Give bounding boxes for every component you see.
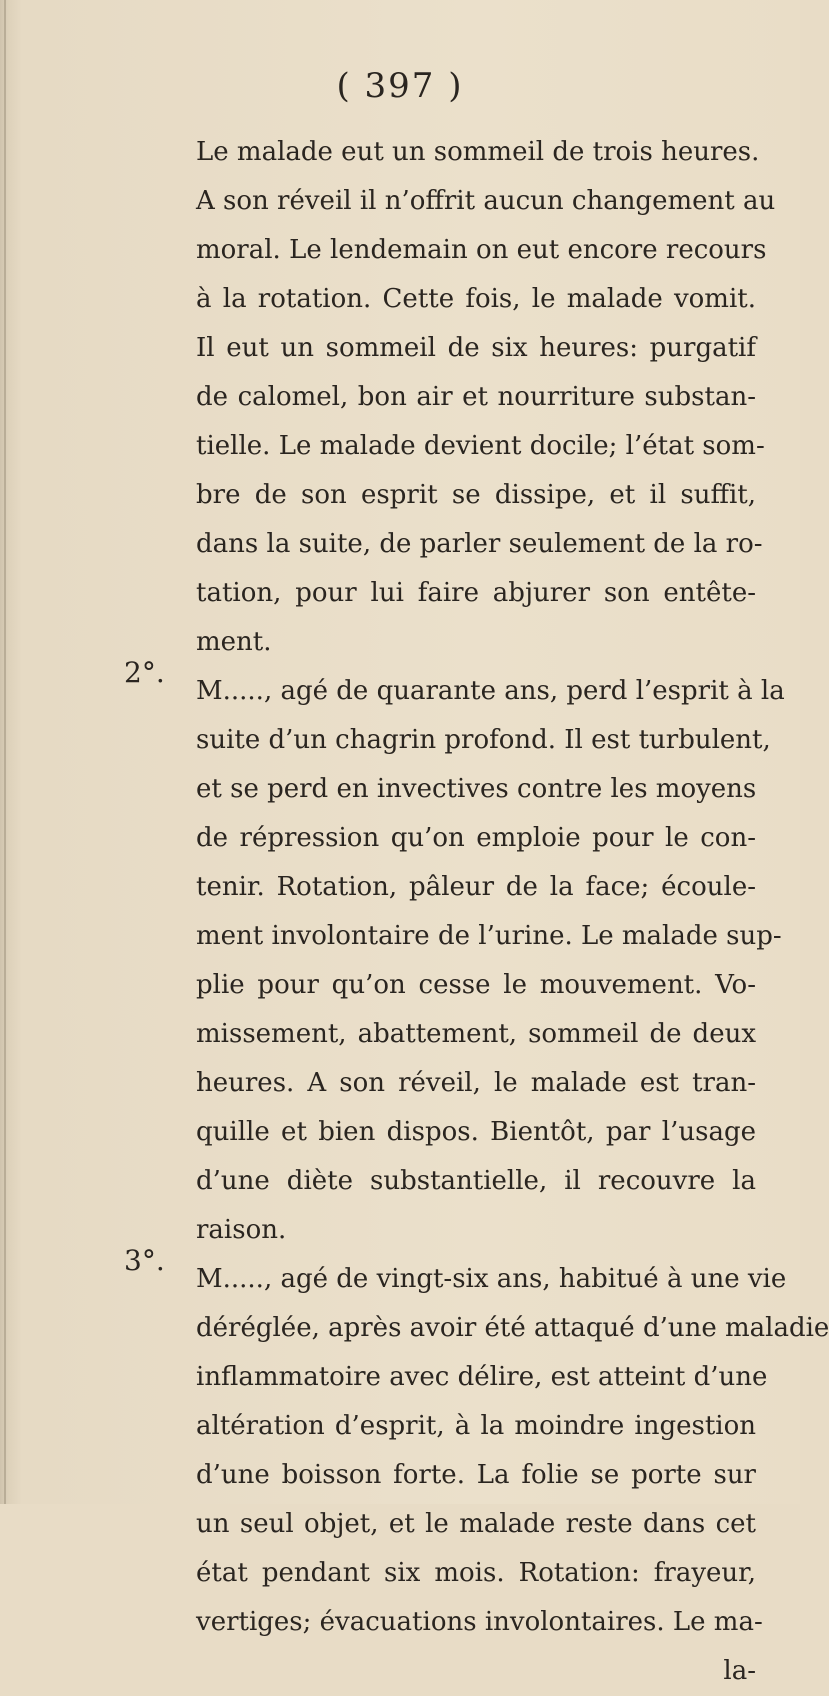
text-line: Le malade eut un sommeil de trois heures. bbox=[196, 137, 760, 167]
text-line: ment involontaire de l’urine. Le malade sup- bbox=[196, 921, 782, 951]
text-line: missement, abattement, sommeil de deux bbox=[196, 1019, 756, 1049]
paragraph-1 bbox=[196, 128, 776, 667]
text-line: déréglée, après avoir été attaqué d’une maladie bbox=[196, 1313, 829, 1343]
text-line: M....., agé de quarante ans, perd l’esprit à la bbox=[196, 676, 785, 706]
text-line: un seul objet, et le malade reste dans cet bbox=[196, 1509, 756, 1539]
page-header: ( 397 ) bbox=[336, 66, 464, 106]
text-line: dans la suite, de parler seulement de la ro- bbox=[196, 529, 763, 559]
text-line: altération d’esprit, à la moindre ingestion bbox=[196, 1411, 756, 1441]
text-line: moral. Le lendemain on eut encore recours bbox=[196, 235, 767, 265]
text-line: et se perd en invectives contre les moyens bbox=[196, 774, 757, 804]
text-line: ment. bbox=[196, 627, 272, 657]
text-line: de calomel, bon air et nourriture substan- bbox=[196, 382, 756, 412]
text-line: d’une diète substantielle, il recouvre la bbox=[196, 1166, 756, 1196]
text-line: état pendant six mois. Rotation: frayeur, bbox=[196, 1558, 756, 1588]
item-number-2: 2°. bbox=[124, 656, 165, 689]
text-line: bre de son esprit se dissipe, et il suffit, bbox=[196, 480, 756, 510]
text-line: vertiges; évacuations involontaires. Le ma- bbox=[196, 1607, 763, 1637]
text-line: tation, pour lui faire abjurer son entête- bbox=[196, 578, 756, 608]
text-line: d’une boisson forte. La folie se porte sur bbox=[196, 1460, 756, 1490]
text-line: plie pour qu’on cesse le mouvement. Vo- bbox=[196, 970, 756, 1000]
text-line: heures. A son réveil, le malade est tran- bbox=[196, 1068, 756, 1098]
text-line: M....., agé de vingt-six ans, habitué à une vie bbox=[196, 1264, 787, 1294]
text-line: A son réveil il n’offrit aucun changement au bbox=[196, 186, 776, 216]
body-text bbox=[196, 128, 829, 1696]
catchword: la- bbox=[723, 1656, 756, 1686]
paragraph-2 bbox=[196, 667, 785, 1255]
page-gutter bbox=[4, 0, 6, 1504]
text-line: suite d’un chagrin profond. Il est turbulent, bbox=[196, 725, 771, 755]
text-line: à la rotation. Cette fois, le malade vomit. bbox=[196, 284, 756, 314]
text-line: quille et bien dispos. Bientôt, par l’usage bbox=[196, 1117, 756, 1147]
text-line: raison. bbox=[196, 1215, 287, 1245]
text-line: de répression qu’on emploie pour le con- bbox=[196, 823, 756, 853]
text-line: tielle. Le malade devient docile; l’état som- bbox=[196, 431, 765, 461]
paragraph-3 bbox=[196, 1255, 829, 1647]
text-line: inflammatoire avec délire, est atteint d’une bbox=[196, 1362, 768, 1392]
text-line: Il eut un sommeil de six heures: purgatif bbox=[196, 333, 756, 363]
item-number-3: 3°. bbox=[124, 1244, 165, 1277]
text-line: tenir. Rotation, pâleur de la face; écoule- bbox=[196, 872, 756, 902]
